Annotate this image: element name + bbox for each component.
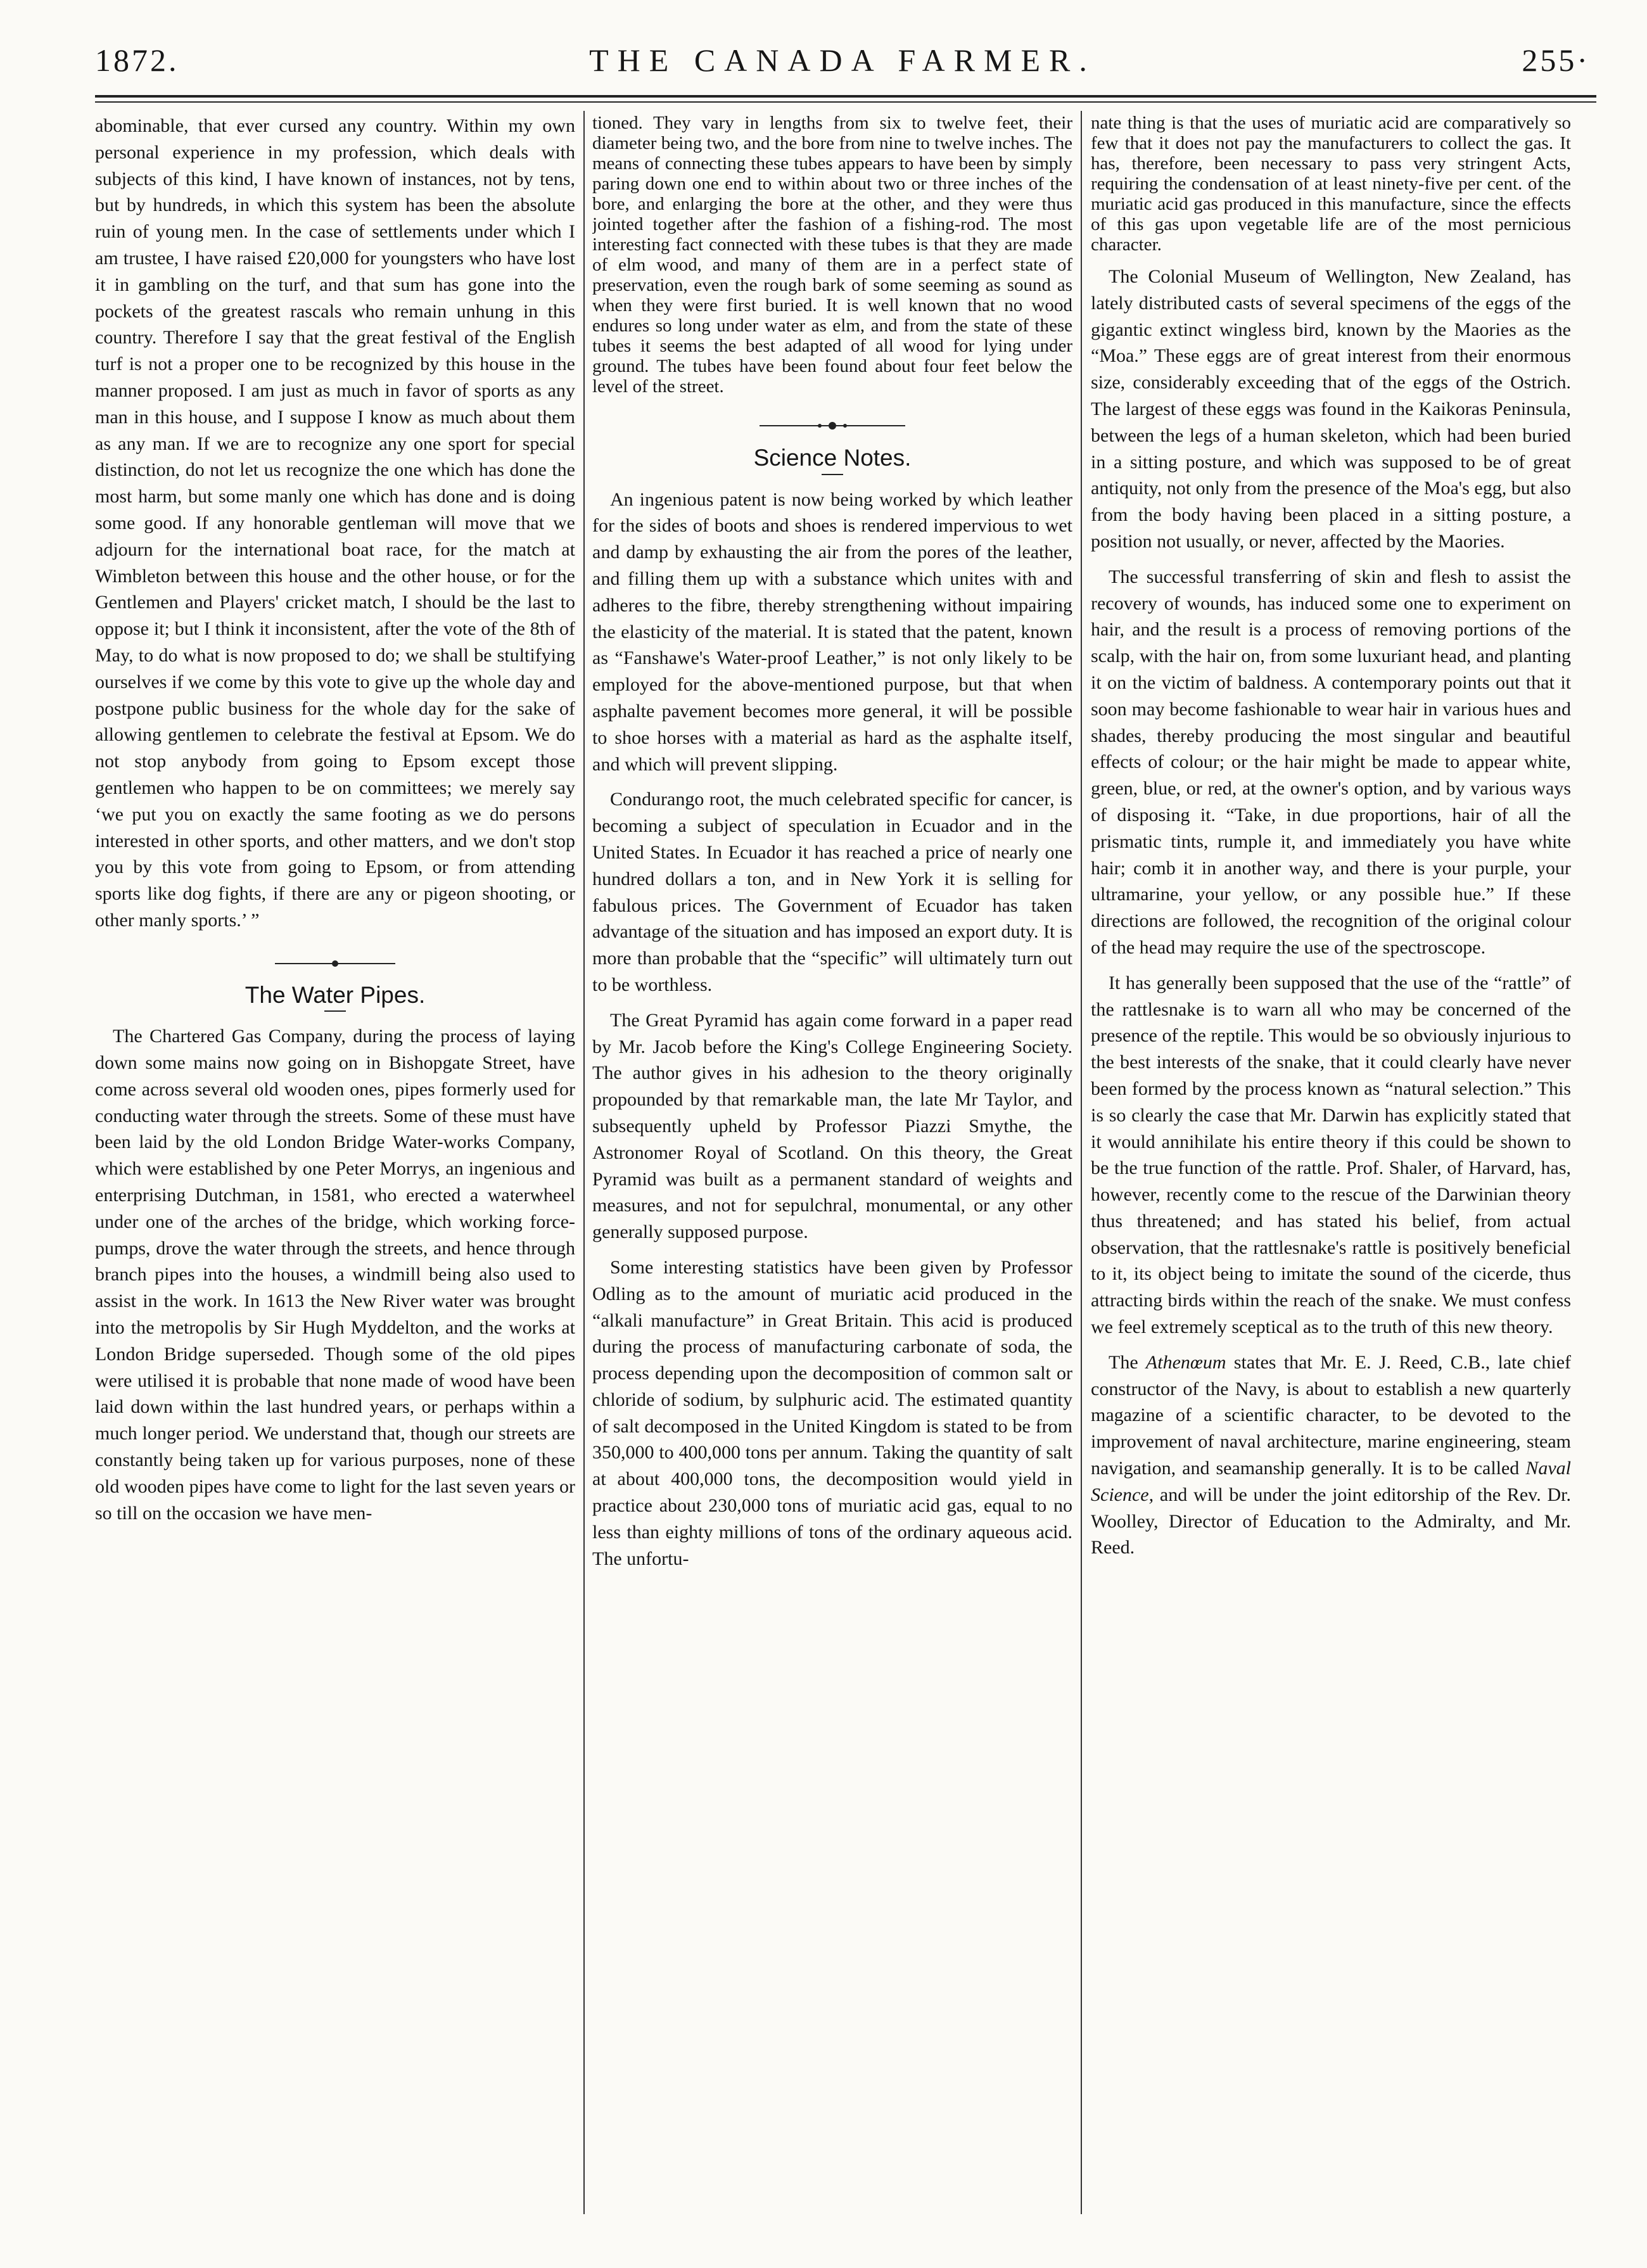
page-number: 255· (1522, 42, 1590, 78)
column-3 (1091, 113, 1571, 2229)
science-note-muriatic-acid: Some interesting statistics have been given by Professor Odling as to the amount of muriatic acid produced in the “alkali manufacture” in Great Britain. This acid is produced during the process of manufacturing carbonate of soda, the process depending upon the decomposition of common salt or chloride of sodium, by sulphuric acid. The estimated quantity of salt decomposed in the United Kingdom is stated to be from 350,000 to 400,000 tons per annum. Taking the quantity of salt at about 400,000 tons, the decomposition would yield in practice about 230,000 tons of muriatic acid gas, equal to no less than eighty millions of tons of the ordinary aqueous acid. The unfortu- (592, 1256, 1072, 1569)
column-2 (592, 113, 1072, 2229)
science-note-moa-eggs: The Colonial Museum of Wellington, New Zealand, has lately distributed casts of several specimens of the eggs of the gigantic extinct wingless bird, known by the Maories as the “Moa.” These eggs are of great interest from their enormous size, considerably exceeding that of the eggs of the Ostrich. The largest of these eggs was found in the Kaikoras Peninsula, between the legs of a human skeleton, which had been buried in a sitting posture, and which was supposed to be of great antiquity, not only from the presence of the Moa's egg, but also from the body having been placed in a sitting posture, a position not usually, or never, affected by the Maories. (1091, 266, 1571, 552)
column-rule (1081, 111, 1082, 2214)
heading-dash (822, 474, 843, 475)
muriatic-acid-continuation: nate thing is that the uses of muriatic acid are comparatively so few that it does not pay the manufacturers to collect the gas. It has, therefore, been necessary to pass very stringent Acts, requiring the condensation of at least ninety-five per cent. of the muriatic acid gas produced in this manufacture, since the effects of this gas upon vegetable life are of the most pernicious character. (1091, 113, 1571, 255)
naval-note-middle: states that Mr. E. J. Reed, C.B., late chief constructor of the Navy, is about to establish a new quarterly magazine of a scientific character, to be devoted to the improvement of naval architecture, marine engineering, steam navigation, and seamanship generally. It is to be called (1091, 1351, 1571, 1479)
masthead (95, 33, 1590, 91)
heading-dash (324, 1010, 346, 1012)
issue-year: 1872. (95, 42, 179, 78)
header-rule-thick (95, 95, 1596, 98)
science-note-naval-science (1091, 1349, 1571, 1561)
section-divider-ornament (592, 412, 1072, 438)
journal-title-naval-science: Naval Science, (1091, 1458, 1571, 1505)
section-heading-science-notes: Science Notes. (753, 444, 912, 471)
newspaper-title: THE CANADA FARMER. (589, 42, 1096, 78)
section-heading-water-pipes: The Water Pipes. (245, 981, 426, 1008)
column-1 (95, 113, 575, 2229)
water-pipes-continuation: tioned. They vary in lengths from six to twelve feet, their diameter being two, and the bore from nine to twelve inches. The means of connecting these tubes appears to have been by simply paring down one end to within about two or three inches of the bore, and enlarging the bore at the other, and they were thus jointed together after the fashion of a fishing-rod. The most interesting fact connected with these tubes is that they are made of elm wood, and many of them are in a perfect state of preservation, even the rough bark of some seeming as sound as when they were first buried. It is well known that no wood endures so long under water as elm, and from the state of these tubes it seems the best adapted of all wood for lying under ground. The tubes have been found about four feet below the level of the street. (592, 113, 1072, 397)
naval-note-end: and will be under the joint editorship of the Rev. Dr. Woolley, Director of Education to the Admiralty, and Mr. Reed. (1091, 1484, 1571, 1558)
column-rule (583, 111, 585, 2214)
water-pipes-paragraph: The Chartered Gas Company, during the process of laying down some mains now going on in Bishopgate Street, have come across several old wooden ones, pipes formerly used for conducting water through the streets. Some of these must have been laid by the old London Bridge Water-works Company, which were established by one Peter Morrys, an ingenious and enterprising Dutchman, in 1581, who erected a waterwheel under one of the arches of the bridge, which working force-pumps, drove the water through the streets, and hence through branch pipes into the houses, a windmill being also used to assist in the work. In 1613 the New River water was brought into the metropolis by Sir Hugh Myddelton, and the works at London Bridge superseded. Though some of the old pipes were utilised it is probable that none made of wood have been laid down within the last hundred years, or perhaps within a much longer period. We understand that, though our streets are constantly being taken up for various purposes, none of these old wooden pipes have come to light for the last seven years or so till on the occasion we have men- (95, 1026, 575, 1524)
science-note-condurango: Condurango root, the much celebrated specific for cancer, is becoming a subject of speculation in Ecuador and in the United States. In Ecuador it has reached a price of nearly one hundred dollars a ton, and in New York it is selling for fabulous prices. The Government of Ecuador has taken advantage of the situation and has imposed an export duty. It is more than probable that the “specific” will ultimately turn out to be worthless. (592, 789, 1072, 995)
naval-note-lead: The (1109, 1351, 1146, 1373)
section-divider-ornament (95, 949, 575, 976)
science-note-pyramid: The Great Pyramid has again come forward in a paper read by Mr. Jacob before the King's College Engineering Society. The author gives in his adhesion to the theory originally propounded by that remarkable man, the late Mr Taylor, and subsequently upheld by Professor Piazzi Smythe, the Astronomer Royal of Scotland. On this theory, the Great Pyramid was built as a permanent standard of weights and measures, and not for sepulchral, monumental, or any other generally supposed purpose. (592, 1009, 1072, 1243)
article-continuation: abominable, that ever cursed any country. Within my own personal experience in my profession, which deals with subjects of this kind, I have known of instances, not by tens, but by hundreds, in which this system has been the absolute ruin of young men. In the case of settlements under which I am trustee, I have raised £20,000 for youngsters who have lost it in gambling on the turf, and that sum has gone into the pockets of the greatest rascals who remain unhung in this country. Therefore I say that the great festival of the English turf is not a proper one to be recognized by this house in the manner proposed. I am just as much in favor of sports as any man in this house, and I suppose I know as much about them as any man. If we are to recognize any one sport for special distinction, do not let us recognize the one which has done the most harm, but some manly one which has done and is doing some good. If any honorable gentleman will move that we adjourn for the international boat race, for the match at Wimbleton between this house and the other house, or for the Gentlemen and Players' cricket match, I should be the last to oppose it; but I think it inconsistent, after the vote of the 8th of May, to do what is now proposed to do; we shall be stultifying ourselves if we come by this vote to give up the whole day and postpone public business for the whole day for the sake of allowing gentlemen to celebrate the festival at Epsom. We do not stop anybody from going to Epsom except those gentlemen who happen to be on committees; we merely say ‘we put you on exactly the same footing as we do persons interested in other sports, and other matters, and we don't stop you by this vote from going to Epsom, or from attending sports like dog fights, if there are any or pigeon shooting, or other manly sports.’ ” (95, 115, 575, 931)
header-rule-thin (95, 101, 1596, 103)
science-note-hair-transplant: The successful transferring of skin and flesh to assist the recovery of wounds, has induced some one to experiment on hair, and the result is a process of removing portions of the scalp, with the hair on, from some luxuriant head, and planting it on the victim of baldness. A contemporary points out that it soon may become fashionable to wear hair in various hues and shades, thereby producing the most singular and beautiful effects of colour; or the hair might be made to appear white, green, blue, or red, at the owner's option, and by various ways of disposing it. “Take, in due proportions, hair of all the prismatic tints, rumple it, and immediately you have white hair; comb it in another way, and there is your purple, your ultramarine, your yellow, or any possible hue.” If these directions are followed, the recognition of the original colour of the head may require the use of the spectroscope. (1091, 566, 1571, 958)
journal-title-athenaeum: Athenœum (1145, 1351, 1226, 1373)
science-note-rattlesnake: It has generally been supposed that the use of the “rattle” of the rattlesnake is to warn all who may be concerned of the presence of the reptile. This would be so obviously injurious to the best interests of the snake, that it could clearly have never been formed by the process known as “natural selection.” This is so clearly the case that Mr. Darwin has explicitly stated that it would annihilate his entire theory if this could be shown to be the true function of the rattle. Prof. Shaler, of Harvard, has, however, recently come to the rescue of the Darwinian theory thus threatened; and has stated his belief, from actual observation, that the rattlesnake's rattle is positively beneficial to it, its object being to imitate the sound of the cicerde, thus attracting birds within the reach of the snake. We must confess we feel extremely sceptical as to the truth of this new theory. (1091, 972, 1571, 1338)
science-note-leather: An ingenious patent is now being worked by which leather for the sides of boots and shoes is rendered impervious to wet and damp by exhausting the air from the pores of the leather, and filling them up with a substance which unites with and adheres to the fibre, thereby strengthening without impairing the elasticity of the material. It is stated that the patent, known as “Fanshawe's Water-proof Leather,” is not only likely to be employed for the above-mentioned purpose, but that when asphalte pavement becomes more general, it will be possible to shoe horses with a material as hard as the asphalte itself, and which will prevent slipping. (592, 488, 1072, 775)
